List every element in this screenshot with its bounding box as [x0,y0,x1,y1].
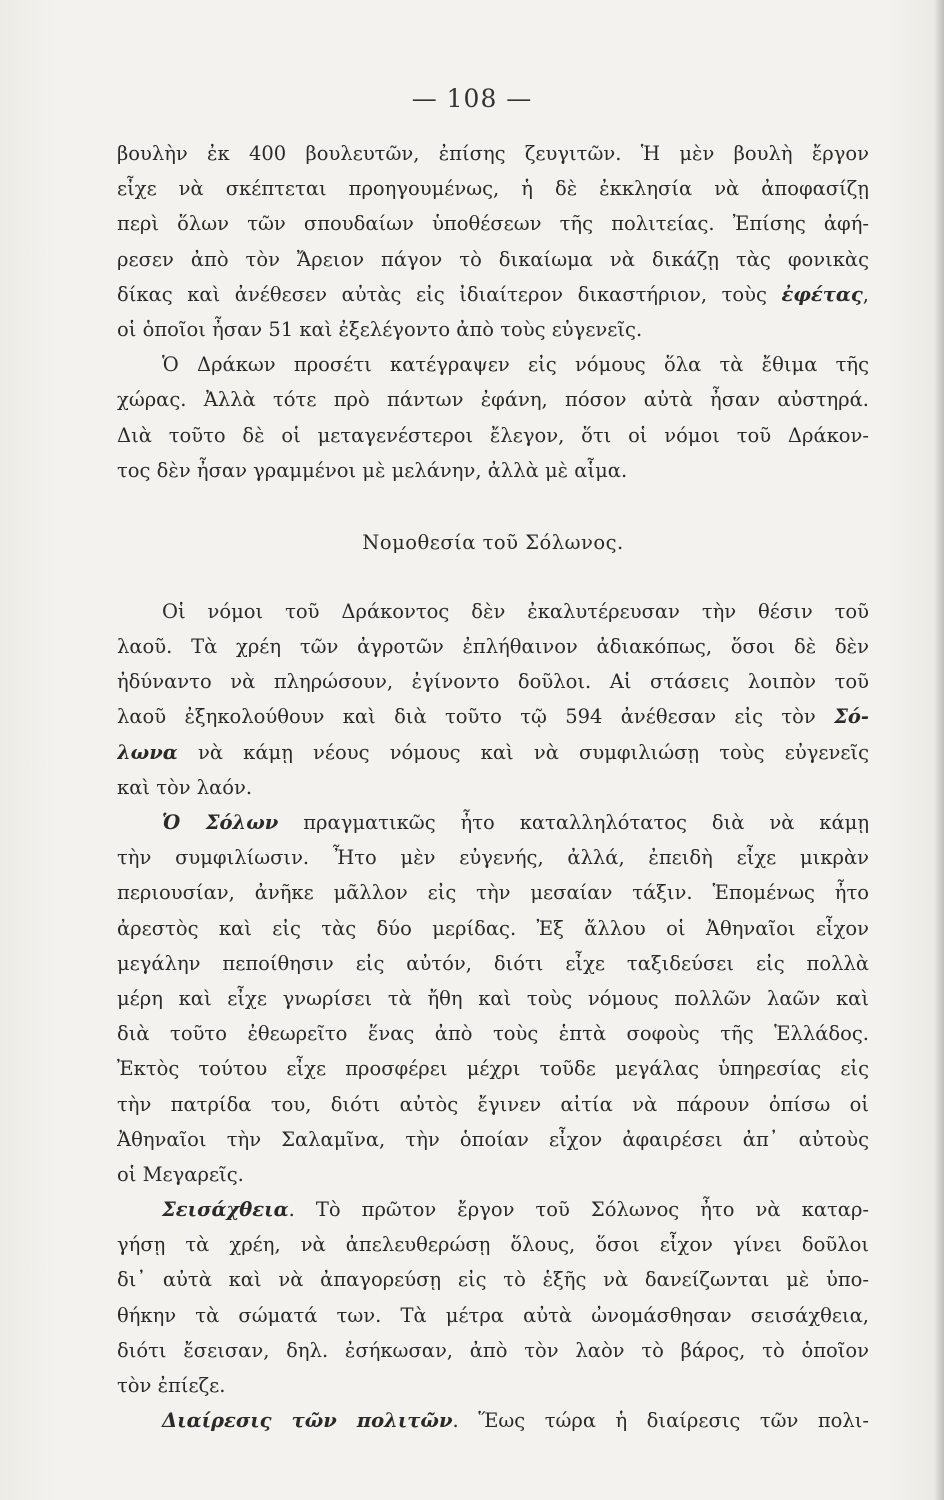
text-line: Ὁ Δράκων προσέτι κατέγραψεν εἰς νόμους ὅλα τὰ ἔθιμα τῆς [162,353,869,377]
text-span: . Ἕως τώρα ἡ διαίρεσις τῶν πολι- [452,1409,869,1433]
text-line: τος δὲν ἦσαν γραμμένοι μὲ μελάνην, ἀλλὰ μὲ αἷμα. [117,458,628,482]
text-line: Ἀθηναῖοι τὴν Σαλαμῖνα, τὴν ὁποίαν εἶχον ἀφαιρέσει ἀπ᾽ αὐτοὺς [117,1127,869,1151]
emphasis-solon: Ὁ Σόλων [162,811,279,834]
page-number: — 108 — [411,84,533,113]
text-span: λαοῦ ἐξηκολούθουν καὶ διὰ τοῦτο τῷ 594 ἀνέθεσαν εἰς τὸν [117,705,835,729]
text-line: λαοῦ. Τὰ χρέη τῶν ἀγροτῶν ἐπλήθαινον ἀδιακόπως, ὅσοι δὲ δὲν [117,635,869,659]
text-line: ἀρεστὸς καὶ εἰς τὰς δύο μερίδας. Ἐξ ἄλλου οἱ Ἀθηναῖοι εἶχον [117,916,869,940]
emphasis-seisachtheia: Σεισάχθεια [162,1198,289,1222]
text-line: οἱ ὁποῖοι ἦσαν 51 καὶ ἐξελέγοντο ἀπὸ τοὺς εὐγενεῖς. [117,317,643,341]
text-line [117,735,869,770]
text-line: μεγάλην πεποίθησιν εἰς αὐτόν, διότι εἶχε ταξιδεύσει εἰς πολλὰ [117,951,869,975]
text-line: ἠδύναντο νὰ πληρώσουν, ἐγίνοντο δοῦλοι. Αἱ στάσεις λοιπὸν τοῦ [117,670,869,694]
text-span: . Τὸ πρῶτον ἔργον τοῦ Σόλωνος ἦτο νὰ καταρ- [288,1198,869,1222]
text-line [117,1403,869,1438]
text-line: Οἱ νόμοι τοῦ Δράκοντος δὲν ἐκαλυτέρευσαν τὴν θέσιν τοῦ [162,599,869,623]
text-line [117,1192,869,1227]
text-line: Διὰ τοῦτο δὲ οἱ μεταγενέστεροι ἔλεγον, ὅτι οἱ νόμοι τοῦ Δράκον- [117,423,869,447]
paragraph-draco [117,347,869,488]
text-line: μέρη καὶ εἶχε γνωρίσει τὰ ἤθη καὶ τοὺς νόμους πολλῶν λαῶν καὶ [117,986,869,1010]
paragraph-laws [117,594,869,805]
text-line: περιουσίαν, ἀνῆκε μᾶλλον εἰς τὴν μεσαίαν τάξιν. Ἑπομένως ἦτο [117,881,869,905]
text-line: βουλὴν ἐκ 400 βουλευτῶν, ἐπίσης ζευγιτῶν. Ἡ μὲν βουλὴ ἔργον [117,142,869,165]
emphasis-ephetai: ἐφέτας [781,282,863,306]
text-line [117,277,869,312]
text-line: καὶ τὸν λαόν. [117,775,253,799]
paragraph-seisachtheia [117,1192,869,1403]
text-line: τὴν συμφιλίωσιν. Ἦτο μὲν εὐγενής, ἀλλά, ἐπειδὴ εἶχε μικρὰν [117,846,869,870]
emphasis-solon: λωνα [117,740,178,764]
text-line: δι᾽ αὐτὰ καὶ νὰ ἀπαγορεύσῃ εἰς τὸ ἑξῆς νὰ δανείζωνται μὲ ὑπο- [117,1268,869,1292]
page-text [117,136,869,1438]
paragraph-solon [117,805,869,1192]
text-line [117,699,869,734]
page-edge-shadow [934,0,944,1500]
emphasis-solon: Σό- [834,705,869,729]
text-line [117,805,869,840]
emphasis-division: Διαίρεσις τῶν πολιτῶν [162,1409,453,1433]
text-span: πραγματικῶς ἦτο καταλληλότατος διὰ νὰ κάμῃ [278,811,869,834]
text-line: οἱ Μεγαρεῖς. [117,1162,244,1186]
text-line: θήκην τὰ σώματά των. Τὰ μέτρα αὐτὰ ὠνομάσθησαν σεισάχθεια, [117,1303,869,1327]
text-line: εἶχε νὰ σκέπτεται προηγουμένως, ἡ δὲ ἐκκλησία νὰ ἀποφασίζῃ [117,177,869,201]
text-line: ρεσεν ἀπὸ τὸν Ἄρειον πάγον τὸ δικαίωμα νὰ δικάζῃ τὰς φονικὰς [117,247,869,271]
paragraph-division [117,1403,869,1438]
paragraph-council [117,136,869,347]
text-line: περὶ ὅλων τῶν σπουδαίων ὑποθέσεων τῆς πολιτείας. Ἐπίσης ἀφή- [117,212,869,236]
text-span: , [862,282,869,306]
text-line: τὸν ἐπίεζε. [117,1374,226,1397]
text-line: γήσῃ τὰ χρέη, νὰ ἀπελευθερώσῃ ὅλους, ὅσοι εἶχον γίνει δοῦλοι [117,1233,869,1257]
text-line: τὴν πατρίδα του, διότι αὐτὸς ἔγινεν αἰτία νὰ πάρουν ὀπίσω οἱ [117,1092,869,1116]
text-line: διὰ τοῦτο ἐθεωρεῖτο ἕνας ἀπὸ τοὺς ἑπτὰ σοφοὺς τῆς Ἑλλάδος. [117,1022,869,1046]
text-line: Ἐκτὸς τούτου εἶχε προσφέρει μέχρι τοῦδε μεγάλας ὑπηρεσίας εἰς [117,1057,869,1081]
text-line: χώρας. Ἀλλὰ τότε πρὸ πάντων ἐφάνη, πόσον αὐτὰ ἦσαν αὐστηρά. [117,388,869,412]
section-heading: Νομοθεσία τοῦ Σόλωνος. [362,530,624,554]
text-span: δίκας καὶ ἀνέθεσεν αὐτὰς εἰς ἰδιαίτερον δικαστήριον, τοὺς [117,282,782,306]
text-span: νὰ κάμῃ νέους νόμους καὶ νὰ συμφιλιώσῃ τοὺς εὐγενεῖς [177,740,869,764]
text-line: διότι ἔσεισαν, δηλ. ἐσήκωσαν, ἀπὸ τὸν λαὸν τὸ βάρος, τὸ ὁποῖον [117,1338,869,1362]
